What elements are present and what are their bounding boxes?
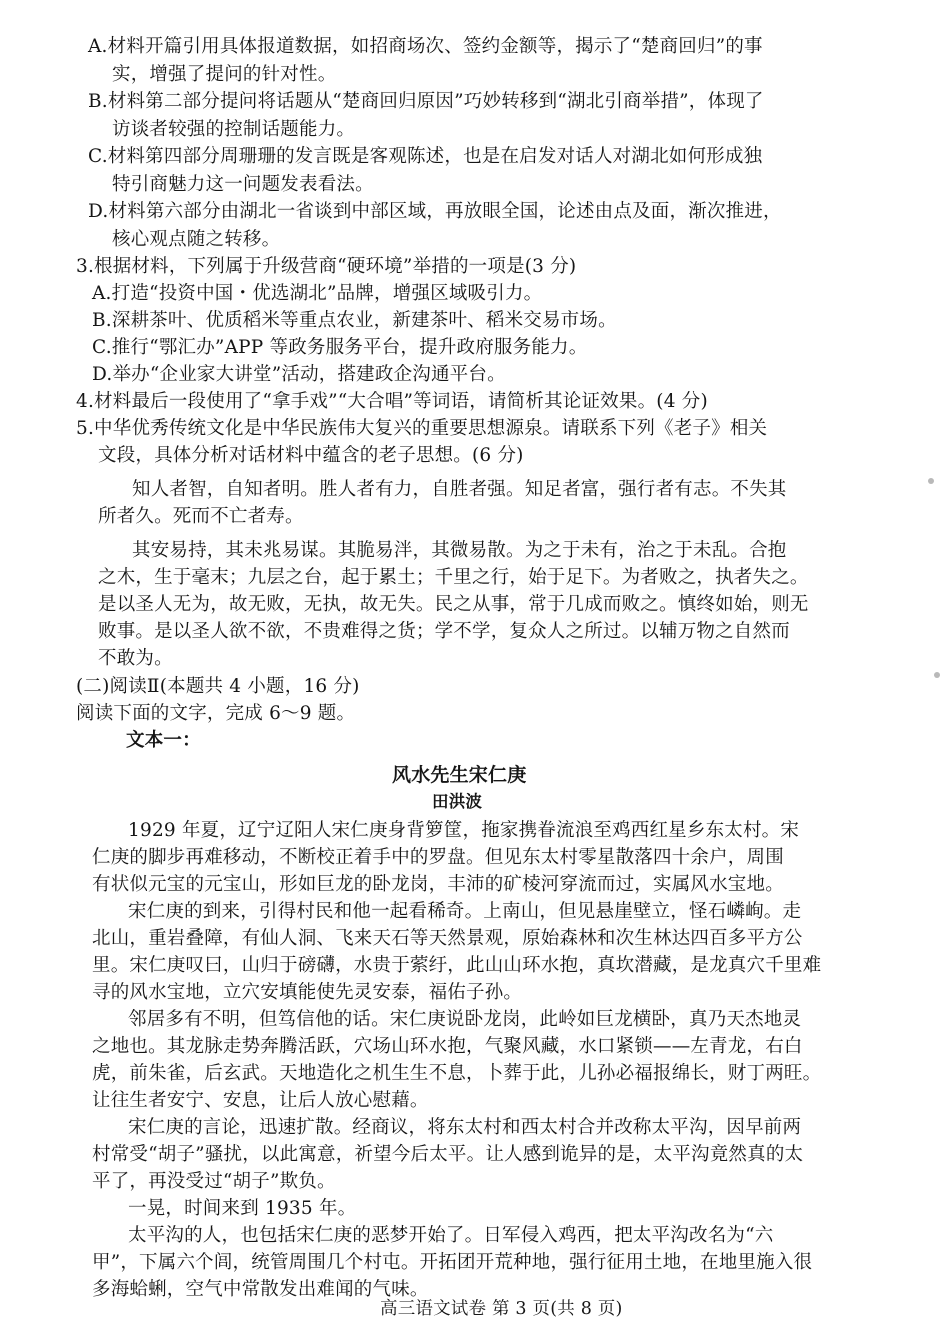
laozi-passage-2-line-4: 败事。是以圣人欲不欲，不贵难得之货；学不学，复众人之所过。以辅万物之自然而	[98, 621, 790, 642]
laozi-passage-2-line-3: 是以圣人无为，故无败，无执，故无失。民之从事，常于几成而败之。慎终如始，则无	[98, 594, 809, 615]
q2-option-b-line-2: 访谈者较强的控制话题能力。	[112, 119, 356, 140]
story-p6-line-2: 甲”，下属六个闾，统管周围几个村屯。开拓团开荒种地，强行征用土地，在地里施入很	[92, 1252, 813, 1273]
q2-option-d-line-1: D.材料第六部分由湖北一省谈到中部区域，再放眼全国，论述由点及面，渐次推进，	[88, 201, 782, 222]
q3-option-a: A.打造“投资中国・优选湖北”品牌，增强区域吸引力。	[92, 283, 543, 304]
laozi-passage-1-line-2: 所者久。死而不亡者寿。	[98, 506, 304, 527]
story-p2-line-1: 宋仁庚的到来，引得村民和他一起看稀奇。上南山，但见悬崖壁立，怪石嶙峋。走	[128, 901, 802, 922]
q2-option-b-line-1: B.材料第二部分提问将话题从“楚商回归原因”巧妙转移到“湖北引商举措”，体现了	[88, 91, 764, 112]
story-p4-line-3: 平了，再没受过“胡子”欺负。	[92, 1171, 336, 1192]
q5-stem-line-2: 文段，具体分析对话材料中蕴含的老子思想。(6 分)	[98, 445, 524, 466]
q2-option-a-line-1: A.材料开篇引用具体报道数据，如招商场次、签约金额等，揭示了“楚商回归”的事	[88, 36, 763, 57]
story-p1-line-1: 1929 年夏，辽宁辽阳人宋仁庚身背箩筐，拖家携眷流浪至鸡西红星乡东太村。宋	[128, 820, 800, 841]
story-p4-line-1: 宋仁庚的言论，迅速扩散。经商议，将东太村和西太村合并改称太平沟，因早前两	[128, 1117, 802, 1138]
laozi-passage-1-line-1: 知人者智，自知者明。胜人者有力，自胜者强。知足者富，强行者有志。不失其	[132, 479, 787, 500]
laozi-passage-2-line-2: 之木，生于毫末；九层之台，起于累土；千里之行，始于足下。为者败之，执者失之。	[98, 567, 809, 588]
q2-option-d-line-2: 核心观点随之转移。	[112, 229, 281, 250]
text-one-label: 文本一：	[126, 730, 201, 751]
q2-option-c-line-2: 特引商魅力这一问题发表看法。	[112, 174, 374, 195]
story-p2-line-3: 里。宋仁庚叹曰，山归于磅礴，水贵于萦纡，此山山环水抱，真坎潜藏，是龙真穴千里难	[92, 955, 822, 976]
story-p6-line-3: 多海蛤蜊，空气中常散发出难闻的气味。	[92, 1279, 429, 1300]
story-p2-line-4: 寻的风水宝地，立穴安填能使先灵安泰，福佑子孙。	[92, 982, 523, 1003]
scan-dot	[928, 478, 934, 484]
story-p5-line-1: 一晃，时间来到 1935 年。	[128, 1198, 357, 1219]
story-p1-line-2: 仁庚的脚步再难移动，不断校正着手中的罗盘。但见东太村零星散落四十余户，周围	[92, 847, 784, 868]
q2-option-a-line-2: 实，增强了提问的针对性。	[112, 64, 337, 85]
story-p3-line-4: 让往生者安宁、安息，让后人放心慰藉。	[92, 1090, 429, 1111]
scan-dot	[934, 672, 940, 678]
q3-option-b: B.深耕茶叶、优质稻米等重点农业，新建茶叶、稻米交易市场。	[92, 310, 617, 331]
story-title: 风水先生宋仁庚	[392, 764, 527, 786]
section-instruction: 阅读下面的文字，完成 6～9 题。	[76, 703, 356, 724]
q4-stem: 4.材料最后一段使用了“拿手戏”“大合唱”等词语，请简析其论证效果。(4 分)	[76, 391, 708, 412]
section-heading: (二)阅读Ⅱ(本题共 4 小题，16 分)	[76, 676, 360, 697]
story-p6-line-1: 太平沟的人，也包括宋仁庚的恶梦开始了。日军侵入鸡西，把太平沟改名为“六	[128, 1225, 774, 1246]
q2-option-c-line-1: C.材料第四部分周珊珊的发言既是客观陈述，也是在启发对话人对湖北如何形成独	[88, 146, 763, 167]
q3-stem: 3.根据材料，下列属于升级营商“硬环境”举措的一项是(3 分)	[76, 256, 577, 277]
story-p4-line-2: 村常受“胡子”骚扰，以此寓意，祈望今后太平。让人感到诡异的是，太平沟竟然真的太	[92, 1144, 804, 1165]
story-author: 田洪波	[432, 792, 483, 811]
q3-option-d: D.举办“企业家大讲堂”活动，搭建政企沟通平台。	[92, 364, 506, 385]
story-p1-line-3: 有状似元宝的元宝山，形如巨龙的卧龙岗，丰沛的矿棱河穿流而过，实属风水宝地。	[92, 874, 784, 895]
q3-option-c: C.推行“鄂汇办”APP 等政务服务平台，提升政府服务能力。	[92, 337, 588, 358]
laozi-passage-2-line-1: 其安易持，其未兆易谋。其脆易泮，其微易散。为之于未有，治之于未乱。合抱	[132, 540, 787, 561]
story-p2-line-2: 北山，重岩叠障，有仙人洞、飞来天石等天然景观，原始森林和次生林达四百多平方公	[92, 928, 803, 949]
story-p3-line-1: 邻居多有不明，但笃信他的话。宋仁庚说卧龙岗，此岭如巨龙横卧，真乃天杰地灵	[128, 1009, 802, 1030]
story-p3-line-3: 虎，前朱雀，后玄武。天地造化之机生生不息，卜葬于此，儿孙必福报绵长，财丁两旺。	[92, 1063, 822, 1084]
laozi-passage-2-line-5: 不敢为。	[98, 648, 173, 669]
story-p3-line-2: 之地也。其龙脉走势奔腾活跃，穴场山环水抱，气聚风藏，水口紧锁——左青龙，右白	[92, 1036, 803, 1057]
q5-stem-line-1: 5.中华优秀传统文化是中华民族伟大复兴的重要思想源泉。请联系下列《老子》相关	[76, 418, 768, 439]
page-footer: 高三语文试卷 第 3 页(共 8 页)	[380, 1299, 623, 1319]
